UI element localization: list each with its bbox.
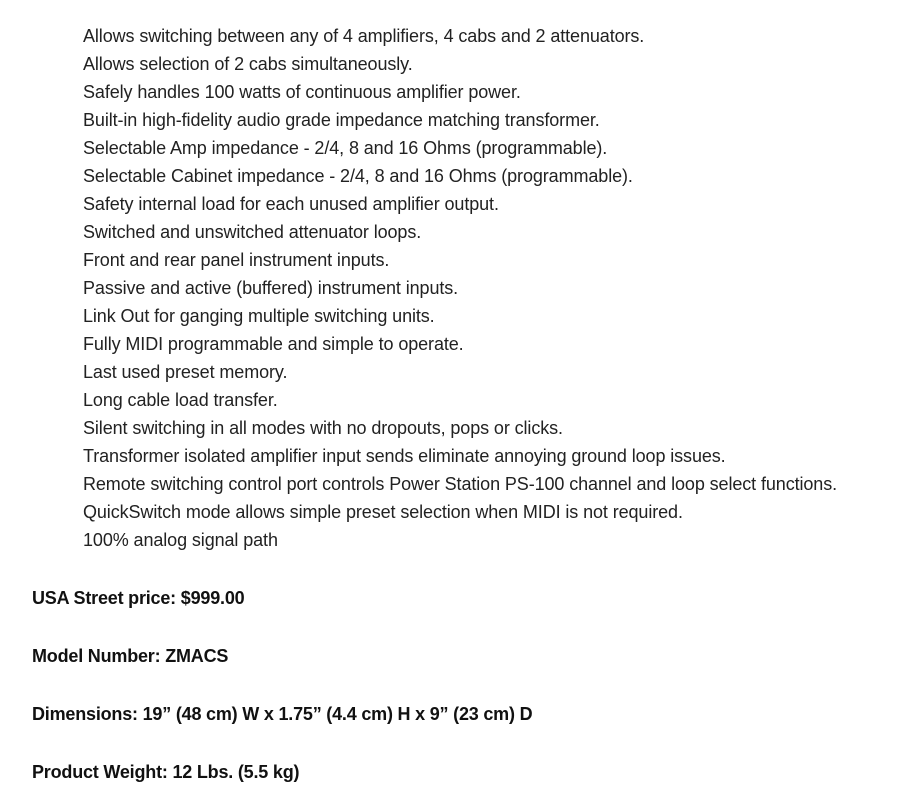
feature-item: Safety internal load for each unused amplifier output. bbox=[83, 194, 499, 214]
feature-item: Selectable Amp impedance - 2/4, 8 and 16 Ohms (programmable). bbox=[83, 138, 608, 158]
feature-item: Long cable load transfer. bbox=[83, 390, 278, 410]
feature-item: Switched and unswitched attenuator loops. bbox=[83, 222, 422, 242]
feature-item: Last used preset memory. bbox=[83, 362, 288, 382]
feature-item: Fully MIDI programmable and simple to operate. bbox=[83, 334, 464, 354]
feature-item: Front and rear panel instrument inputs. bbox=[83, 250, 390, 270]
feature-item: Passive and active (buffered) instrument inputs. bbox=[83, 278, 459, 298]
feature-item: Selectable Cabinet impedance - 2/4, 8 and 16 Ohms (programmable). bbox=[83, 166, 633, 186]
feature-item: 100% analog signal path bbox=[83, 530, 278, 550]
model-number: Model Number: ZMACS bbox=[32, 646, 229, 666]
feature-item: Allows switching between any of 4 amplifiers, 4 cabs and 2 attenuators. bbox=[83, 26, 645, 46]
feature-item: Safely handles 100 watts of continuous amplifier power. bbox=[83, 82, 521, 102]
feature-list bbox=[83, 22, 903, 554]
dimensions: Dimensions: 19” (48 cm) W x 1.75” (4.4 cm) H x 9” (23 cm) D bbox=[32, 704, 533, 724]
feature-item: QuickSwitch mode allows simple preset selection when MIDI is not required. bbox=[83, 502, 683, 522]
street-price: USA Street price: $999.00 bbox=[32, 588, 245, 608]
feature-item: Transformer isolated amplifier input sends eliminate annoying ground loop issues. bbox=[83, 446, 726, 466]
feature-item: Silent switching in all modes with no dropouts, pops or clicks. bbox=[83, 418, 563, 438]
feature-item: Remote switching control port controls Power Station PS-100 channel and loop select functions. bbox=[83, 474, 838, 494]
feature-item: Link Out for ganging multiple switching units. bbox=[83, 306, 435, 326]
product-weight: Product Weight: 12 Lbs. (5.5 kg) bbox=[32, 762, 300, 782]
feature-item: Built-in high-fidelity audio grade impedance matching transformer. bbox=[83, 110, 600, 130]
feature-item: Allows selection of 2 cabs simultaneously. bbox=[83, 54, 413, 74]
